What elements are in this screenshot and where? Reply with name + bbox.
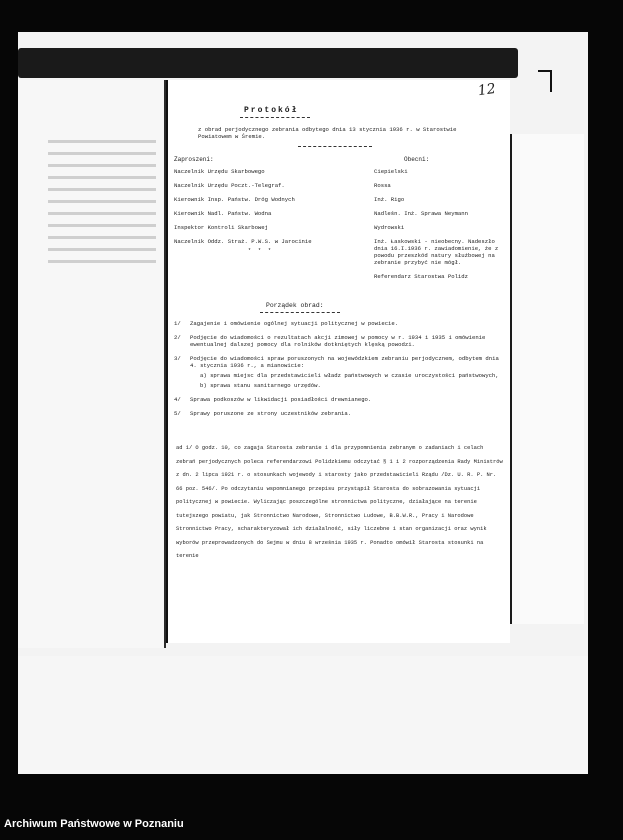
agenda-heading: Porządek obrad:: [266, 302, 324, 309]
present-list: [374, 168, 510, 287]
agenda-item-text: Zagajenie i omówienie ogólnej sytuacji politycznej w powiecie.: [190, 320, 399, 327]
separator-stars: * * *: [248, 248, 274, 254]
document-title: Protokół: [244, 106, 299, 115]
agenda-item-number: 3/: [174, 354, 181, 362]
present-item: Ciepielski: [374, 168, 408, 175]
folder-binding: [18, 48, 518, 78]
right-page-edge: [510, 134, 584, 624]
invited-item: Kierownik Insp. Państw. Dróg Wodnych: [174, 195, 295, 203]
present-item: Wydrowski: [374, 223, 405, 231]
agenda-item: [174, 396, 508, 403]
title-underline: [240, 117, 310, 118]
invited-heading: Zaproszeni:: [174, 156, 214, 163]
agenda-subitem: a) sprawa miejsc dla przedstawicieli władz państwowych w czasie uroczystości państwowych,: [200, 371, 499, 379]
present-item: Inż. Łaskowski - nieobecny. Nadeszło dnia 16.I.1936 r. zawiadomienie, że z powodu przeszkód natury służbowej na zebranie przybyć nie mógł.: [374, 237, 499, 266]
minutes-body-text: ad 1/ O godz. 10, co zagaja Starosta zebranie i dla przypomnienia zebranym o zadaniach i celach zebrań perjodycznych poleca referendarzowi Polidzkiemu odczytać § 1 i 2 rozporządzenia Rady Ministrów z dn. 2 lipca 1921 r. o stosunkach wojewody i starosty jako przedstawicieli Rządu /Dz. U. R. P. Nr. 66 poz. 546/. Po odczytaniu wspomnianego przepisu przystąpił Starosta do sobrazowania sytuacji politycznej w powiecie. Wyliczając poszczególne stronnictwa polityczne, działające na terenie tutejszego powiatu, jak Stronnictwo Narodowe, Stronnictwo Ludowe, B.B.W.R., Pracy i Narodowe Stronnictwo Pracy, scharakteryzował ich działalność, siły liczebne i stan organizacji oraz wynik wyborów przeprowadzonych do Sejmu w dniu 8 września 1935 r. Ponadto omówił Starosta stosunki na terenie: [176, 445, 503, 560]
agenda-item: [174, 334, 508, 348]
agenda-item-text: Podjęcie do wiadomości o rezultatach akcji zimowej w pomocy w r. 1934 i 1935 i omówienie ewentualnej dalszej pomocy dla rolników dotkniętych klęską powodzi.: [190, 333, 486, 348]
present-item: Inż. Rigo: [374, 195, 405, 203]
agenda-item-text: Sprawa podkoszów w likwidacji posiadłości drewnianego.: [190, 395, 372, 403]
invited-item: Naczelnik Urzędu Poczt.-Telegraf.: [174, 181, 285, 189]
agenda-list: [174, 320, 508, 424]
document-subtitle: z obrad perjodycznego zebrania odbytego dnia 13 stycznia 1936 r. w Starostwie Powiatowem w Śremie.: [198, 126, 457, 140]
document-page: [166, 80, 510, 643]
lower-sheet-area: [18, 656, 588, 774]
present-item: Nadleśn. Inż. Sprawa Neymann: [374, 209, 468, 217]
left-page-bleed: [18, 80, 166, 648]
agenda-item-text: Sprawy poruszone ze strony uczestników zebrania.: [190, 409, 352, 417]
agenda-item: [174, 320, 508, 327]
present-heading: Obecni:: [404, 156, 430, 163]
agenda-item-number: 2/: [174, 333, 181, 341]
corner-crop-mark: [538, 70, 552, 92]
invited-item: Inspektor Kontroli Skarbowej: [174, 223, 268, 231]
agenda-subitem: b) sprawa stanu sanitarnego urzędów.: [200, 381, 321, 389]
agenda-item-number: 1/: [174, 320, 181, 327]
archive-footer: Archiwum Państwowe w Poznaniu: [4, 818, 184, 830]
present-item: Rossa: [374, 181, 391, 189]
invited-item: Kierownik Nadl. Państw. Wodna: [174, 209, 272, 217]
agenda-item-text: Podjęcie do wiadomości spraw poruszonych na wojewódzkiem zebraniu perjodycznem, odbytem dnia 4. stycznia 1936 r., a mianowicie:: [190, 354, 499, 369]
present-item: Referendarz Starostwa Polidz: [374, 272, 468, 280]
invited-item: Naczelnik Oddz. Straż. P.W.S. w Jarocinie: [174, 237, 312, 245]
agenda-item-number: 5/: [174, 409, 181, 417]
invited-item: Naczelnik Urzędu Skarbowego: [174, 168, 265, 175]
page-number: 12: [476, 80, 497, 100]
agenda-item-number: 4/: [174, 395, 181, 403]
agenda-item: [174, 355, 508, 369]
agenda-item: [174, 410, 508, 417]
subtitle-underline: [298, 146, 372, 147]
agenda-underline: [260, 312, 340, 313]
invited-list: [174, 168, 349, 252]
